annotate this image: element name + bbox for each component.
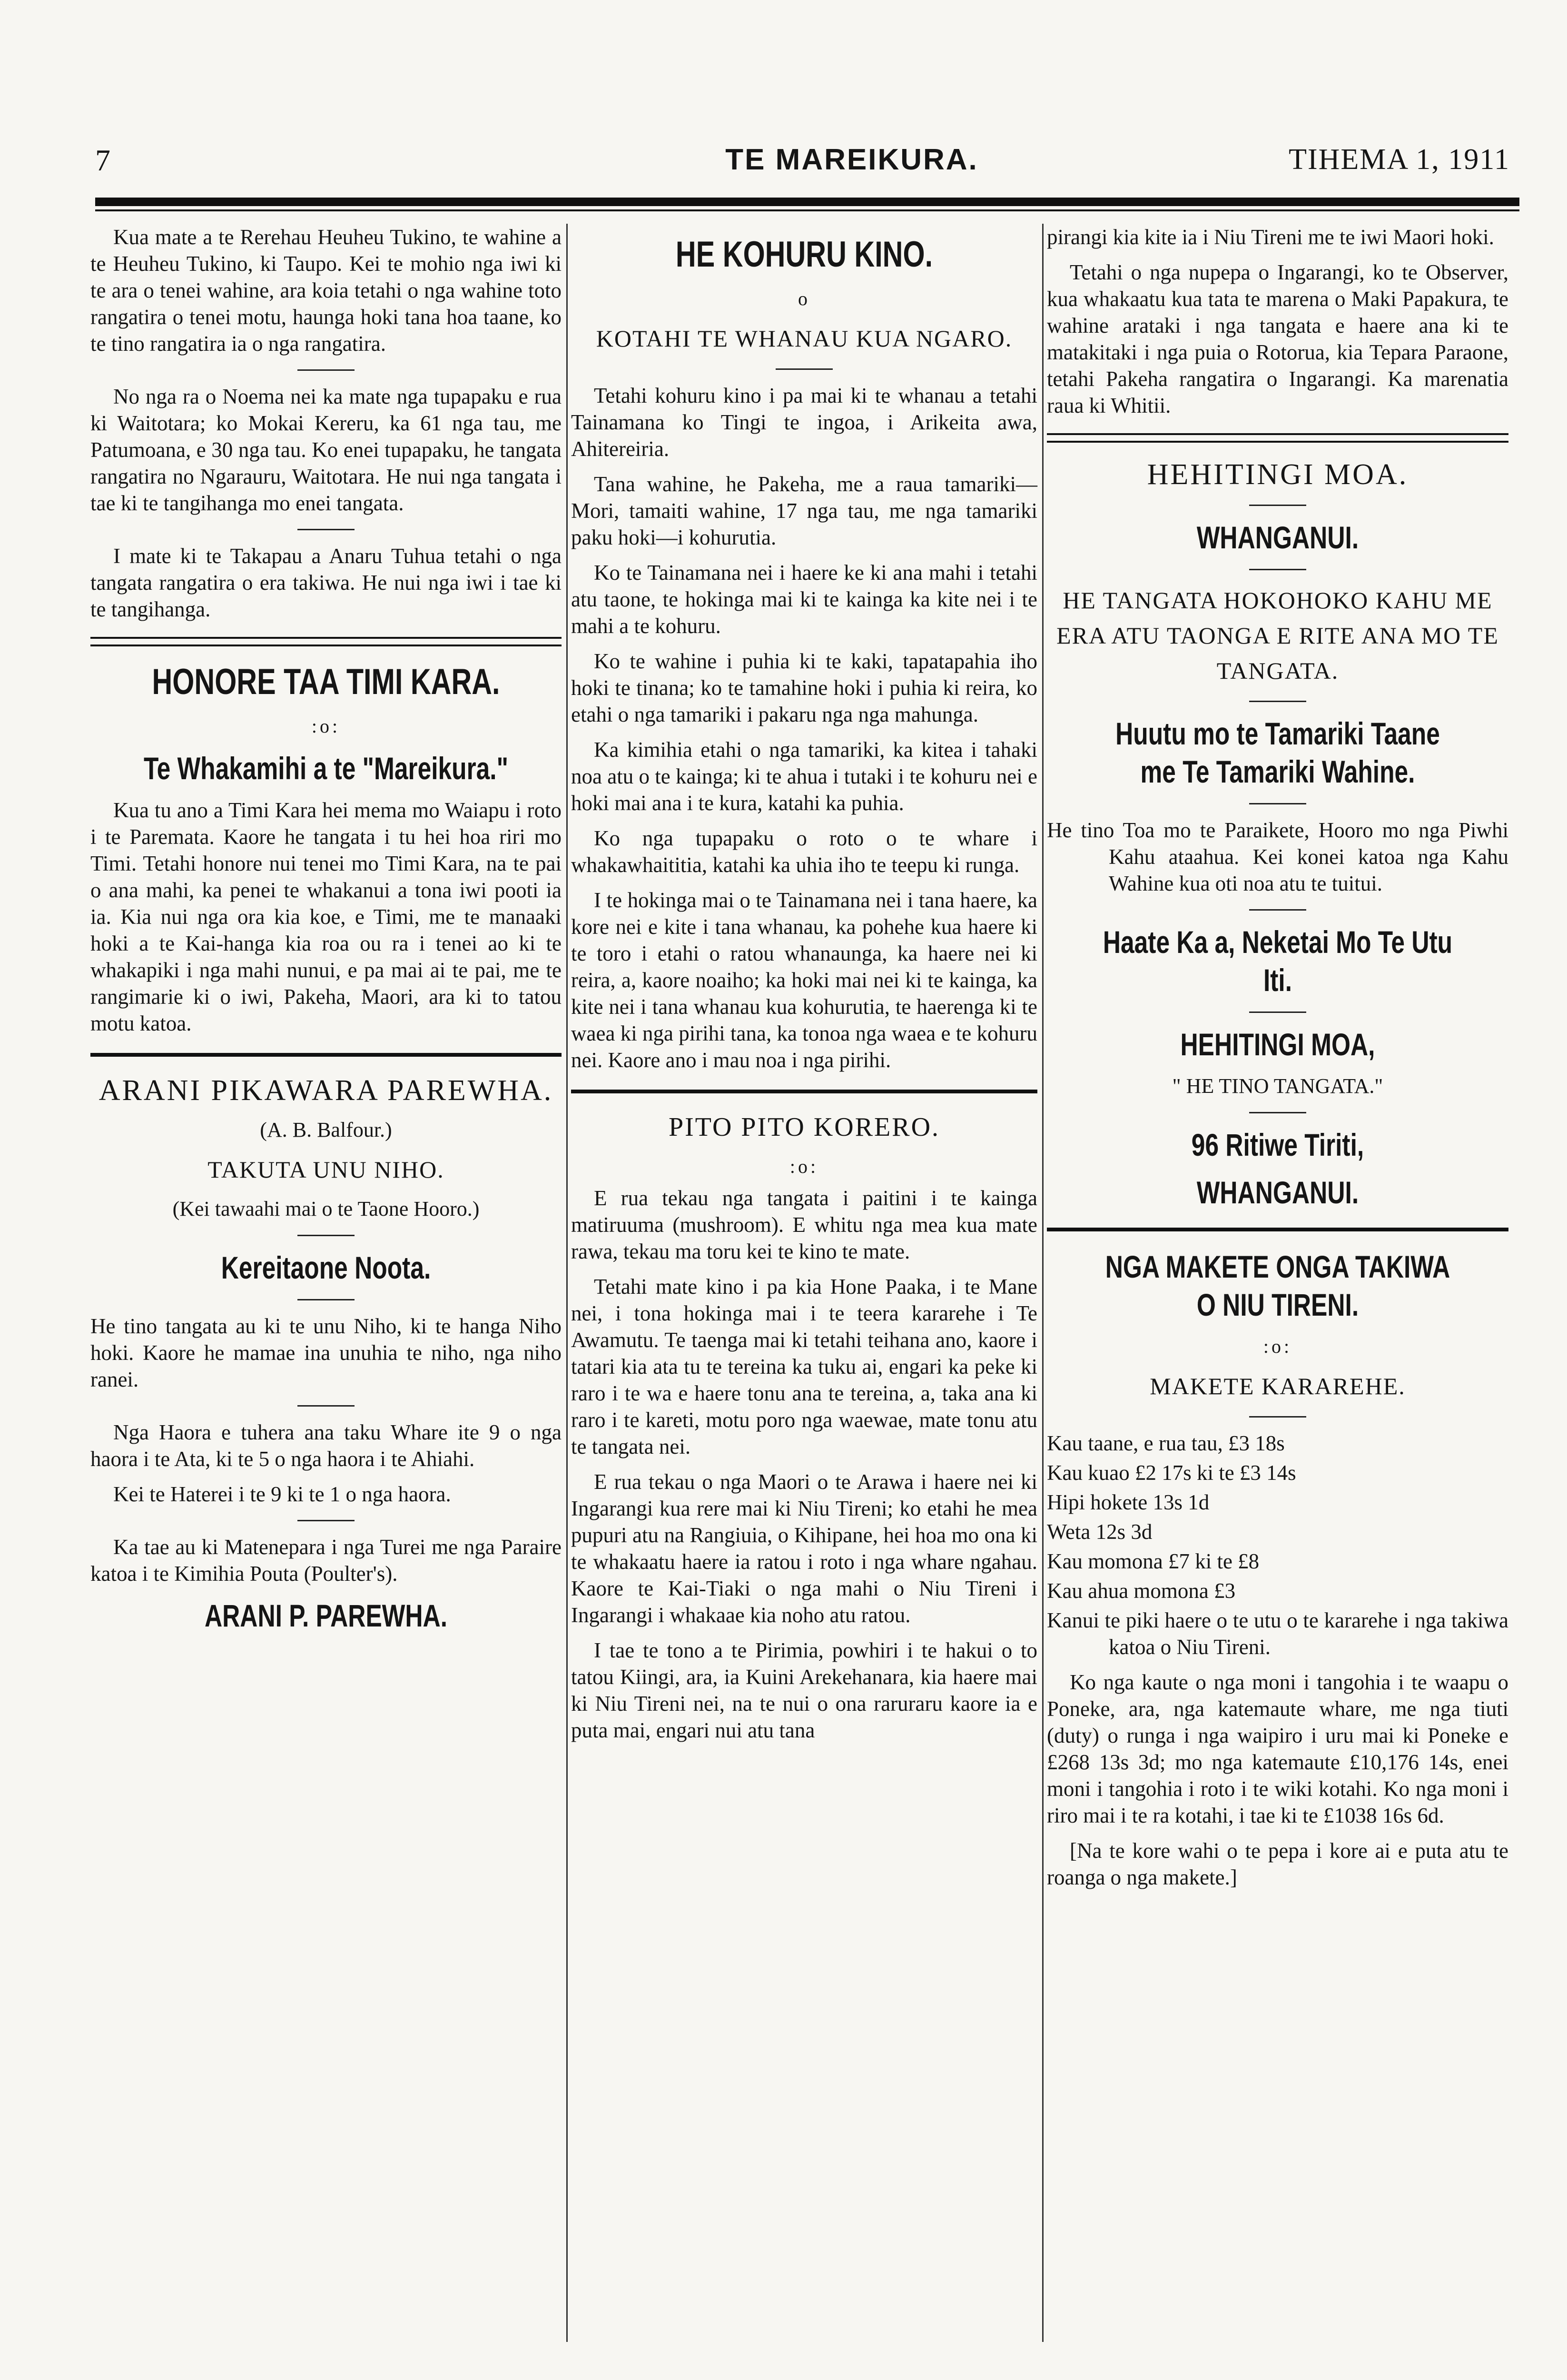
hehitingi-heading: HEHITINGI MOA. bbox=[1147, 458, 1409, 491]
masthead-rule bbox=[95, 198, 1519, 206]
separator bbox=[297, 529, 355, 530]
kohuru-p7: I te hokinga mai o te Tainamana nei i tana haere, ka kore nei e kite i tana whanau, ka pohehe kua haere ki te toro i etahi o ratou whanaunga, ka haere nei ki reira, a, kaore noaiho; ka hoki mai nei ki te kainga, ka kite nei i tana whanau kua kohurutia, te haerenga ki te waea ki nga pirihi tana, ka tonoa nga waea e te kohuru nei. Kaore ano i mau noa i nga pirihi. bbox=[571, 888, 1037, 1072]
section-rule bbox=[571, 1090, 1037, 1093]
separator bbox=[297, 1520, 355, 1521]
pito-heading: PITO PITO KORERO. bbox=[668, 1112, 940, 1142]
address-town: WHANGANUI. bbox=[1196, 1175, 1359, 1210]
kohuru-p5: Ka kimihia etahi o nga tamariki, ka kitea i tahaki noa atu o te kainga; ki te ahua i tutaki i te kohuru nei e hoki mai ana i te kura, katahi ka puhia. bbox=[571, 738, 1037, 815]
issue-date: TIHEMA 1, 1911 bbox=[1289, 143, 1510, 176]
separator bbox=[297, 1299, 355, 1300]
saturday-hours: Kei te Haterei i te 9 ki te 1 o nga haora. bbox=[113, 1482, 451, 1506]
obituary-waitotara: No nga ra o Noema nei ka mate nga tupapaku e rua ki Waitotara; ko Mokai Kereru, ka 61 nga tau, me Patumoana, e 30 nga tau. Ko enei tupapaku, he tangata rangatira no Ngarauru, Waitotara. He nui nga tangata i tae ki te tangihanga mo enei tangata. bbox=[90, 385, 562, 515]
office-location: (Kei tawaahi mai o te Taone Hooro.) bbox=[172, 1197, 480, 1220]
observer-news: Tetahi o nga nupepa o Ingarangi, ko te Observer, kua whakaatu kua tata te marena o Maki Papakura, te wahine arataki i nga tangata e haere ana ki te matakitaki i nga puia o Rotorua, kia Tepara Paraone, tetahi Pakeha rangatira o Ingarangi. Ka marenatia raua ki Whitii. bbox=[1047, 260, 1508, 417]
kohuru-ornament: o bbox=[798, 288, 810, 309]
market-item: Weta 12s 3d bbox=[1047, 1520, 1153, 1544]
hehitingi-sign: HEHITINGI MOA, bbox=[1180, 1027, 1375, 1062]
separator bbox=[297, 1405, 355, 1407]
column-divider bbox=[566, 224, 568, 2342]
haate-heading: Haate Ka a, Neketai Mo Te Utu Iti. bbox=[1103, 924, 1453, 998]
separator bbox=[1249, 1112, 1306, 1113]
section-rule bbox=[90, 637, 562, 646]
obituary-anaru: I mate ki te Takapau a Anaru Tuhua tetahi o nga tangata rangatira o era takiwa. He nui nga iwi i tae ki te tangihanga. bbox=[90, 544, 562, 621]
separator bbox=[1249, 569, 1306, 570]
pito-p4: I tae te tono a te Pirimia, powhiri i te hakui o to tatou Kiingi, ara, ia Kuini Arekehanara, kia haere mai ki Niu Tireni nei, na te nui o ona raruraru kaore ia e puta mai, engari nui atu tana bbox=[571, 1638, 1037, 1742]
tino-tangata: " HE TINO TANGATA." bbox=[1172, 1074, 1383, 1098]
market-item: Kau taane, e rua tau, £3 18s bbox=[1047, 1431, 1285, 1455]
separator bbox=[297, 369, 355, 371]
kohuru-p2: Tana wahine, he Pakeha, me a raua tamariki—Mori, tamaiti wahine, 17 nga tau, me nga tamariki paku hoki—i kohurutia. bbox=[571, 472, 1037, 549]
honore-subheading: Te Whakamihi a te "Mareikura." bbox=[144, 751, 508, 786]
office-hours: Nga Haora e tuhera ana taku Whare ite 9 o nga haora i te Ata, ki te 5 o nga haora i te Ahiahi. bbox=[90, 1420, 562, 1471]
kohuru-p4: Ko te wahine i puhia ki te kaki, tapatapahia iho hoki te tinana; ko te tamahine hoki i puhia ki reira, ko etahi o nga tamariki i pakaru nga nga mahunga. bbox=[571, 649, 1037, 726]
newspaper-title: TE MAREIKURA. bbox=[725, 143, 978, 176]
address-street: 96 Ritiwe Tiriti, bbox=[1191, 1127, 1364, 1162]
huutu-heading: Huutu mo te Tamariki Taane me Te Tamariki Wahine. bbox=[1115, 716, 1440, 789]
arani-signature: ARANI P. PAREWHA. bbox=[204, 1598, 448, 1633]
kohuru-p1: Tetahi kohuru kino i pa mai ki te whanau a tetahi Tainamana ko Tingi te ingoa, i Arikeita awa, Ahitereiria. bbox=[571, 384, 1037, 461]
arani-heading: ARANI PIKAWARA PAREWHA. bbox=[99, 1074, 553, 1107]
separator bbox=[297, 1235, 355, 1236]
column-3 bbox=[1047, 224, 1508, 1899]
arani-subheading: (A. B. Balfour.) bbox=[260, 1118, 392, 1141]
obituary-rerehau: Kua mate a te Rerehau Heuheu Tukino, te wahine a te Heuheu Tukino, ki Taupo. Kei te mohio nga iwi ki te ara o tenei wahine, ara koia tetahi o nga wahine toto rangatira o tenei motu, haunga hoki tana hoa taane, ko te tino rangatira ia o nga rangatira. bbox=[90, 225, 562, 356]
editorial-note: [Na te kore wahi o te pepa i kore ai e puta atu te roanga o nga makete.] bbox=[1047, 1839, 1508, 1889]
col3-continuation: pirangi kia kite ia i Niu Tireni me te iwi Maori hoki. bbox=[1047, 225, 1494, 249]
pito-p3: E rua tekau o nga Maori o te Arawa i haere nei ki Ingarangi kua rere mai ki Niu Tireni; ko etahi he mea pupuri atu na Rangiuia, o Kihipane, hei hoa mo ona ki te whakaatu haere ia ratou i roto i nga whare ngahau. Kaore te Kai-Tiaki o nga mahi o Niu Tireni i Ingarangi i whakaae kia noho atu ratou. bbox=[571, 1470, 1037, 1627]
market-item: Kau kuao £2 17s ki te £3 14s bbox=[1047, 1461, 1296, 1485]
separator bbox=[1249, 1416, 1306, 1418]
market-item: Kau ahua momona £3 bbox=[1047, 1579, 1236, 1603]
masthead-rule-thin bbox=[95, 209, 1519, 211]
market-item: Kau momona £7 ki te £8 bbox=[1047, 1549, 1260, 1573]
separator bbox=[1249, 803, 1306, 804]
dentist-ad-text: He tino tangata au ki te unu Niho, ki te hanga Niho hoki. Kaore he mamae ina unuhia te niho, nga niho ranei. bbox=[90, 1314, 562, 1391]
toa-text: He tino Toa mo te Paraikete, Hooro mo nga Piwhi Kahu ataahua. Kei konei katoa nga Kahu Wahine kua oti noa atu te tuitui. bbox=[1047, 818, 1508, 895]
market-item: Hipi hokete 13s 1d bbox=[1047, 1490, 1210, 1514]
separator bbox=[1249, 1012, 1306, 1013]
section-rule bbox=[90, 1053, 562, 1057]
honore-heading: HONORE TAA TIMI KARA. bbox=[152, 662, 500, 702]
kohuru-heading: HE KOHURU KINO. bbox=[675, 234, 933, 275]
honore-ornament: :o: bbox=[311, 715, 341, 737]
separator bbox=[776, 368, 833, 370]
column-1 bbox=[90, 224, 562, 1644]
whanganui-heading: WHANGANUI. bbox=[1196, 520, 1359, 555]
customs-report: Ko nga kaute o nga moni i tangohia i te waapu o Poneke, ara, nga katemaute whare, me nga tiuti (duty) o runga i nga waipiro i uru mai ki Poneke e £268 13s 3d; mo nga katemaute £10,176 14s, enei moni i tangohia i roto i te wiki kotahi. Ko nga moni i riro mai i te ra kotahi, i tae ki te £1038 16s 6d. bbox=[1047, 1670, 1508, 1827]
market-price-list bbox=[1047, 1430, 1508, 1604]
honore-article: Kua tu ano a Timi Kara hei mema mo Waiapu i roto i te Paremata. Kaore he tangata i tu hei hoa riri mo Timi. Tetahi honore nui tenei mo Timi Kara, na te pai o ana mahi, ka penei te whakanui a tona iwi pooti ia ia. Kia nui nga ora kia koe, e Timi, me te manaaki hoki a te Kai-hanga kia roa ou ra i tenei ao ki te whakapiki i nga mahi nunui, e pa mai ai te pai, me te rangimarie ki o iwi, Pakeha, Maori, ara ki to tatou motu katoa. bbox=[90, 798, 562, 1035]
kereitaone-heading: Kereitaone Noota. bbox=[221, 1250, 431, 1285]
takuta-heading: TAKUTA UNU NIHO. bbox=[207, 1156, 444, 1183]
page-number: 7 bbox=[95, 143, 110, 177]
makete-ornament: :o: bbox=[1263, 1336, 1292, 1357]
makete-kararehe-heading: MAKETE KARAREHE. bbox=[1150, 1373, 1406, 1399]
separator bbox=[1249, 701, 1306, 702]
kohuru-p3: Ko te Tainamana nei i haere ke ki ana mahi i tetahi atu taone, te hokinga mai ki te kainga ka kite nei i te mahi a te kohuru. bbox=[571, 561, 1037, 638]
pito-p2: Tetahi mate kino i pa kia Hone Paaka, i te Mane nei, i tona hokinga mai i te teera kararehe i Te Awamutu. Te taenga mai ki tetahi teihana ano, kaore i tatari kia ata tu te tereina ka tuku ai, engari ka peke ki raro i te wa e haere tonu ana te tereina, a, taka ana ki raro i te kareti, motu poro nga waewae, mate tonu atu te tangata nei. bbox=[571, 1275, 1037, 1458]
market-note: Kanui te piki haere o te utu o te kararehe i nga takiwa katoa o Niu Tireni. bbox=[1047, 1608, 1508, 1659]
pito-p1: E rua tekau nga tangata i paitini i te kainga matiruuma (mushroom). E whitu nga mea kua mate rawa, tekau ma toru kei te kino te mate. bbox=[571, 1186, 1037, 1263]
kohuru-subheading: KOTAHI TE WHANAU KUA NGARO. bbox=[596, 325, 1013, 352]
column-divider bbox=[1042, 224, 1044, 2342]
pito-ornament: :o: bbox=[789, 1156, 819, 1177]
makete-heading: NGA MAKETE ONGA TAKIWA O NIU TIRENI. bbox=[1105, 1249, 1450, 1322]
hokohoko-heading: HE TANGATA HOKOHOKO KAHU ME ERA ATU TAONGA E RITE ANA MO TE TANGATA. bbox=[1056, 587, 1499, 684]
kohuru-p6: Ko nga tupapaku o roto o te whare i whakawhaititia, katahi ka uhia iho te teepu ki runga. bbox=[571, 826, 1037, 877]
column-2 bbox=[571, 224, 1037, 1752]
separator bbox=[1249, 505, 1306, 506]
separator bbox=[1249, 909, 1306, 911]
section-rule bbox=[1047, 433, 1508, 443]
section-rule bbox=[1047, 1228, 1508, 1231]
martinborough-visits: Ka tae au ki Matenepara i nga Turei me nga Paraire katoa i te Kimihia Pouta (Poulter's). bbox=[90, 1535, 562, 1586]
